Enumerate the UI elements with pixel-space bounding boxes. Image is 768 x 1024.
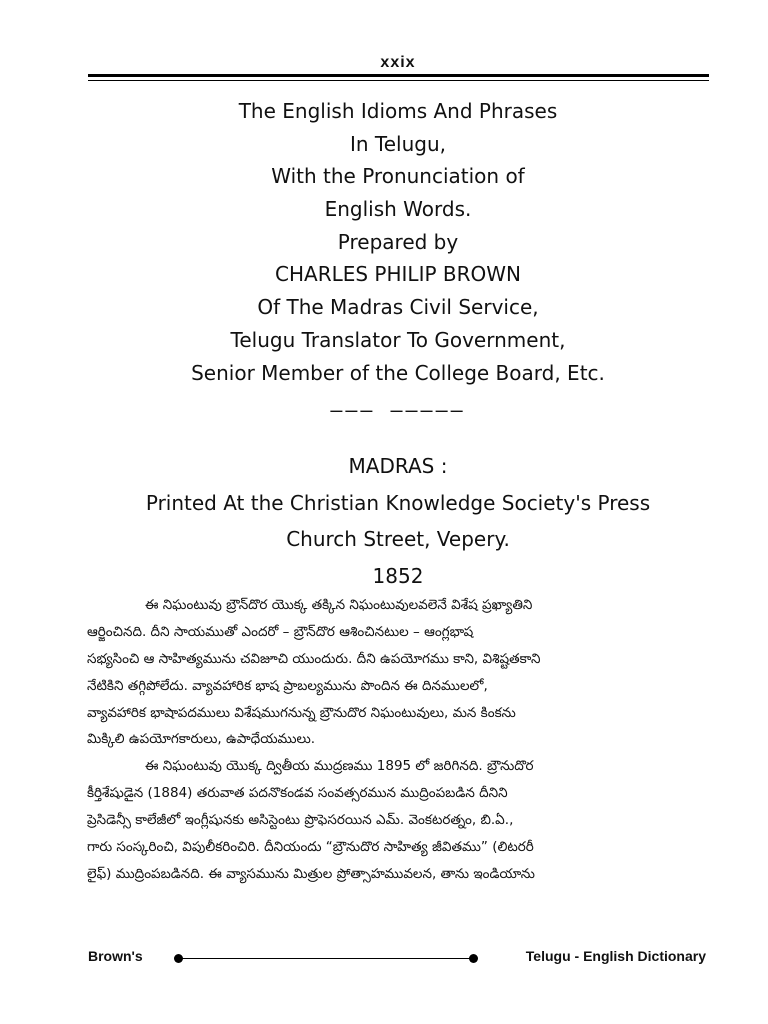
title-line: The English Idioms And Phrases xyxy=(238,99,558,123)
body-line: మిక్కిలి ఉపయోగకారులు, ఉపాధేయములు. xyxy=(87,731,316,748)
telugu-body xyxy=(87,592,712,888)
title-line: Telugu Translator To Government, xyxy=(230,327,566,352)
title-line: Prepared by xyxy=(337,229,459,254)
title-line: Of The Madras Civil Service, xyxy=(257,295,539,320)
body-line: ప్రెసిడెన్సీ కాలేజీలో ఇంగ్లీషునకు అసిస్టెంటు ప్రొఫెసరయిన ఎమ్. వెంకటరత్నం, బి.ఏ., xyxy=(87,812,514,829)
publisher-line: Church Street, Vepery. xyxy=(286,527,510,551)
footer-dot-right xyxy=(469,954,478,963)
body-line: వ్యావహారిక భాషాపదములు విశేషముగనున్న బ్రౌనుదొర నిఘంటువులు, మన కింకను xyxy=(87,704,516,721)
footer-right-text: Telugu - English Dictionary xyxy=(525,948,706,964)
separator: ––– ––––– xyxy=(330,398,466,422)
body-line: కీర్తిశేషుడైన (1884) తరువాత పదనొకండవ సంవత్సరమున ముద్రింపబడిన దీనిని xyxy=(87,785,508,802)
title-block xyxy=(0,95,768,389)
author-name: CHARLES PHILIP BROWN xyxy=(275,262,521,287)
footer-rule xyxy=(178,958,472,959)
title-line: Senior Member of the College Board, Etc. xyxy=(191,360,605,385)
publisher-line: Printed At the Christian Knowledge Society's Press xyxy=(145,490,651,515)
page-number: xxix xyxy=(380,54,416,71)
body-line: గారు సంస్కరించి, విపులీకరించిరి. దీనియందు “బ్రౌనుదొర సాహిత్య జీవితము” (లిటరరీ xyxy=(87,839,534,856)
publisher-line: MADRAS : xyxy=(348,454,448,478)
footer-left-text: Brown's xyxy=(88,948,143,964)
title-line: English Words. xyxy=(324,197,472,222)
body-line: ఈ నిఘంటువు బ్రౌన్‌దొర యొక్క తక్కిన నిఘంటువులవలెనే విశేష ప్రఖ్యాతిని xyxy=(145,597,533,613)
body-line: సభ్యసించి ఆ సాహిత్యమును చవిజూచి యుందురు. దీని ఉపయోగము కాని, విశిష్టతకాని xyxy=(87,650,541,667)
body-line: ఈ నిఘంటువు యొక్క ద్వితీయ ముద్రణము 1895 లో జరిగినది. బ్రౌనుదొర xyxy=(145,758,534,775)
header-rule-thin xyxy=(88,80,709,81)
body-line: ఆర్జించినది. దీని సాయముతో ఎందరో – బ్రౌన్‌దొర ఆశించినటుల – ఆంగ్లభాష xyxy=(87,623,474,640)
title-line: In Telugu, xyxy=(349,131,446,156)
body-line: నేటికిని తగ్గిపోలేదు. వ్యావహారిక భాష ప్రాబల్యమును పొందిన ఈ దినములలో, xyxy=(87,677,488,694)
body-line: లైఫ్) ముద్రింపబడినది. ఈ వ్యాసమును మిత్రుల ప్రోత్సాహమువలన, తాను ఇండియాను xyxy=(87,865,535,882)
publication-year: 1852 xyxy=(372,563,424,588)
header-rule-thick xyxy=(88,74,709,77)
publisher-block xyxy=(0,448,768,594)
title-line: With the Pronunciation of xyxy=(271,164,525,189)
